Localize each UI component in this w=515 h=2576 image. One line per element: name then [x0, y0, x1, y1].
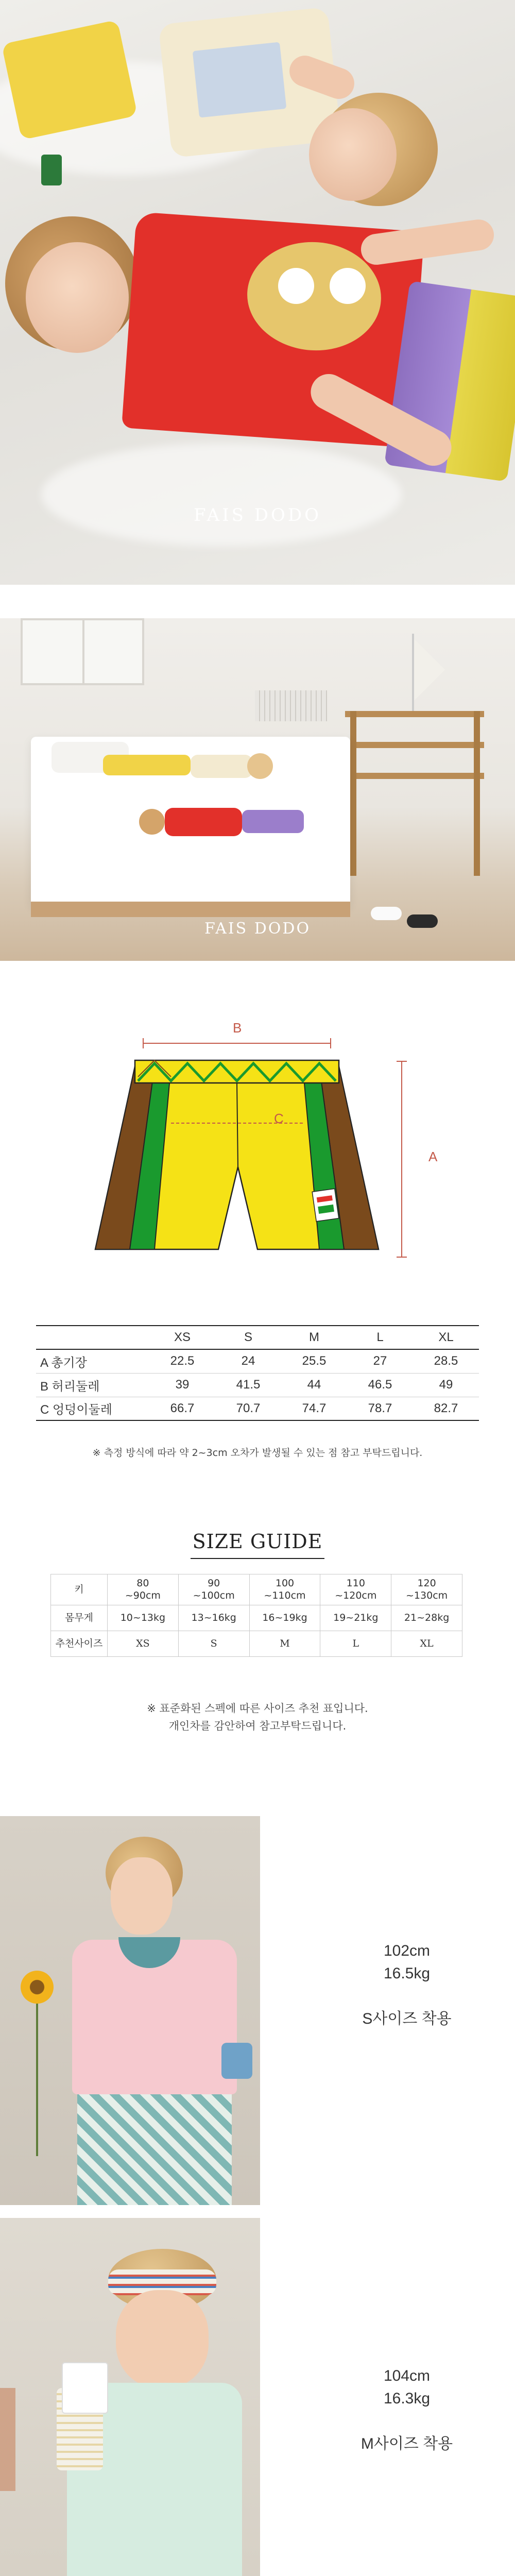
- shorts-diagram: [0, 994, 515, 1314]
- table-row: [36, 1349, 479, 1373]
- paper-cup: [62, 2362, 108, 2414]
- child-head: [247, 753, 273, 779]
- guide-row-recommended: [51, 1631, 462, 1657]
- table-cell: 21~28kg: [391, 1605, 462, 1631]
- graphic-eye: [330, 268, 366, 304]
- row-label: 추천사이즈: [51, 1631, 108, 1657]
- table-cell: 80 ~90cm: [108, 1574, 179, 1605]
- table-cell: XL: [391, 1631, 462, 1657]
- shorts-label-tag: [312, 1189, 339, 1222]
- size-guide-table: [50, 1574, 462, 1657]
- label-b: B: [233, 1020, 242, 1036]
- table-row: [36, 1373, 479, 1397]
- shorts-tag: [41, 155, 62, 185]
- model-size-note: M사이즈 착용: [360, 2435, 453, 2452]
- header-cell: XS: [174, 1330, 191, 1344]
- size-guide-title: SIZE GUIDE: [192, 1530, 323, 1553]
- shelf: [345, 742, 484, 748]
- table-cell: 74.7: [302, 1401, 327, 1415]
- child-arm: [359, 217, 496, 267]
- shelf-leg: [350, 711, 356, 876]
- guide-row-height: [51, 1574, 462, 1605]
- model-face: [116, 2290, 209, 2388]
- table-cell: 22.5: [170, 1354, 195, 1368]
- window-frame: [82, 618, 84, 685]
- model-info: [299, 1940, 515, 2030]
- size-table-header: [36, 1326, 479, 1349]
- table-cell: 100 ~110cm: [249, 1574, 320, 1605]
- row-label: A 총기장: [40, 1355, 87, 1370]
- shelf-leg: [474, 711, 480, 876]
- guide-note-line: 개인차를 감안하여 참고부탁드립니다.: [168, 1719, 347, 1732]
- label-a: A: [428, 1149, 438, 1164]
- size-diagram-section: [0, 994, 515, 1319]
- sunflower: [21, 1971, 54, 2004]
- header-cell: S: [244, 1330, 252, 1344]
- table-cell: 49: [439, 1378, 453, 1392]
- table-cell: S: [178, 1631, 249, 1657]
- table-cell: 70.7: [236, 1401, 261, 1415]
- shirt-print: [193, 42, 287, 117]
- sleeve-cuff: [221, 2043, 252, 2079]
- table-cell: 110 ~120cm: [320, 1574, 391, 1605]
- header-cell: L: [376, 1330, 384, 1344]
- table-cell: 44: [307, 1378, 321, 1392]
- table-cell: 39: [175, 1378, 190, 1392]
- table-cell: 24: [241, 1354, 255, 1368]
- model-info: [299, 2365, 515, 2455]
- model-height: 104cm: [383, 2367, 431, 2384]
- table-cell: 27: [373, 1354, 387, 1368]
- child-face: [26, 242, 129, 353]
- row-label: 키: [51, 1574, 108, 1605]
- model-photo: [0, 2218, 260, 2576]
- header-cell: M: [309, 1330, 319, 1344]
- brand-logo: FAIS DODO: [204, 920, 311, 938]
- shelf: [345, 773, 484, 779]
- table-cell: L: [320, 1631, 391, 1657]
- red-shirt: [165, 808, 242, 836]
- table-cell: 90 ~100cm: [178, 1574, 249, 1605]
- brand-logo: FAIS DODO: [194, 505, 321, 526]
- table-cell: 41.5: [236, 1378, 261, 1392]
- guide-note: [0, 1700, 515, 1735]
- table-row: [36, 1397, 479, 1420]
- hero-photo-1: [0, 0, 515, 585]
- sheet-fold: [41, 443, 402, 546]
- row-label: 몸무게: [51, 1605, 108, 1631]
- row-label: C 엉덩이둘레: [40, 1403, 112, 1417]
- model-section-2: [0, 2218, 515, 2576]
- table-cell: 82.7: [434, 1401, 458, 1415]
- model-height: 102cm: [383, 1942, 431, 1959]
- label-c: C: [274, 1111, 284, 1126]
- header-cell: XL: [438, 1330, 454, 1344]
- model-photo: [0, 1816, 260, 2205]
- flower-stem: [36, 1986, 38, 2156]
- child-head: [139, 809, 165, 835]
- bed-frame: [31, 902, 350, 917]
- model-section-1: [0, 1816, 515, 2205]
- shelf: [345, 711, 484, 717]
- header-cell: [36, 1326, 149, 1349]
- edge-figure: [0, 2388, 15, 2491]
- graphic-eye: [278, 268, 314, 304]
- table-cell: 25.5: [302, 1354, 327, 1368]
- toy-sail: [414, 639, 445, 701]
- size-table: [36, 1325, 479, 1421]
- purple-shorts: [242, 810, 304, 833]
- table-cell: 19~21kg: [320, 1605, 391, 1631]
- table-cell: 10~13kg: [108, 1605, 179, 1631]
- title-underline: [191, 1558, 324, 1559]
- shoe: [371, 907, 402, 920]
- yellow-shorts: [103, 755, 191, 775]
- table-cell: 13~16kg: [178, 1605, 249, 1631]
- table-cell: M: [249, 1631, 320, 1657]
- guide-note-line: ※ 표준화된 스펙에 따른 사이즈 추천 표입니다.: [147, 1702, 368, 1715]
- table-cell: 16~19kg: [249, 1605, 320, 1631]
- model-weight: 16.5kg: [383, 1964, 431, 1982]
- size-guide-section: [0, 1515, 515, 1731]
- measurement-note: ※ 측정 방식에 따라 약 2~3cm 오차가 발생될 수 있는 점 참고 부탁드립니다.: [92, 1447, 423, 1459]
- table-cell: 46.5: [368, 1378, 392, 1392]
- table-cell: 78.7: [368, 1401, 392, 1415]
- model-size-note: S사이즈 착용: [362, 2010, 452, 2027]
- guide-row-weight: [51, 1605, 462, 1631]
- patterned-shorts: [77, 2094, 232, 2205]
- radiator: [255, 690, 327, 721]
- child-face: [309, 108, 397, 201]
- table-cell: 28.5: [434, 1354, 458, 1368]
- table-cell: XS: [108, 1631, 179, 1657]
- row-label: B 허리둘레: [40, 1379, 100, 1394]
- model-face: [111, 1857, 173, 1935]
- table-cell: 120 ~130cm: [391, 1574, 462, 1605]
- table-cell: 66.7: [170, 1401, 195, 1415]
- model-weight: 16.3kg: [383, 2389, 431, 2407]
- hero-photo-2: [0, 618, 515, 961]
- cream-shirt: [191, 755, 252, 778]
